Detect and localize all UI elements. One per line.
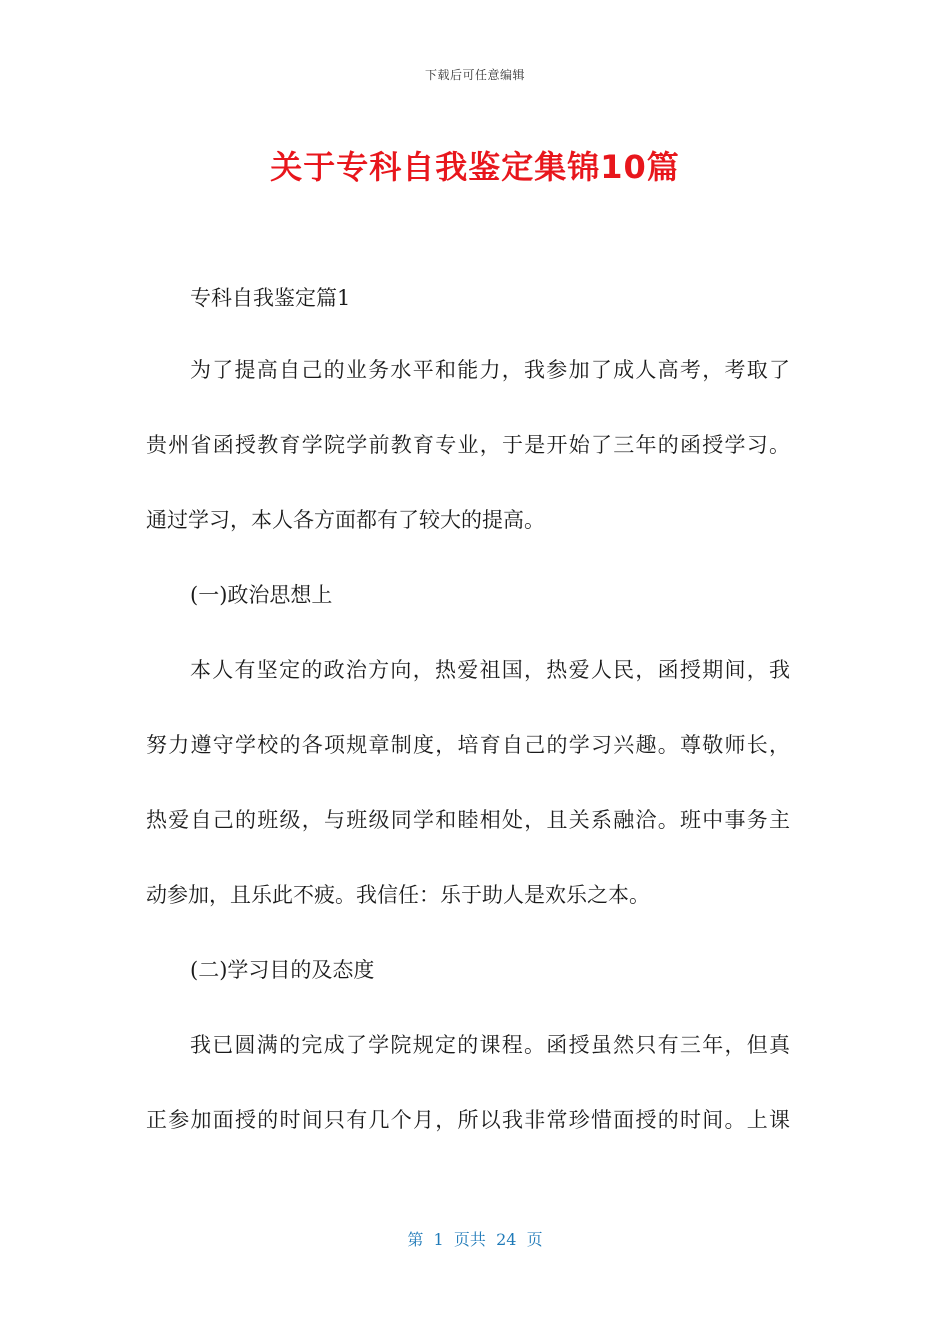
paragraph-line: 动参加，且乐此不疲。我信任：乐于助人是欢乐之本。 bbox=[146, 883, 650, 907]
paragraph-line: 努力遵守学校的各项规章制度，培育自己的学习兴趣。尊敬师长， bbox=[146, 733, 790, 757]
subsection-heading-study: (二)学习目的及态度 bbox=[190, 958, 375, 982]
paragraph-line: 为了提高自己的业务水平和能力，我参加了成人高考，考取了 bbox=[190, 358, 790, 382]
subsection-heading-politics: (一)政治思想上 bbox=[190, 583, 333, 607]
page-header-note: 下载后可任意编辑 bbox=[424, 68, 525, 82]
page-number-footer: 第 1 页共 24 页 bbox=[407, 1230, 543, 1249]
section-heading-1: 专科自我鉴定篇1 bbox=[190, 286, 351, 310]
paragraph-line: 正参加面授的时间只有几个月，所以我非常珍惜面授的时间。上课 bbox=[146, 1108, 790, 1132]
document-title: 关于专科自我鉴定集锦10篇 bbox=[270, 148, 680, 186]
paragraph-line: 我已圆满的完成了学院规定的课程。函授虽然只有三年，但真 bbox=[190, 1033, 790, 1057]
paragraph-line: 热爱自己的班级，与班级同学和睦相处，且关系融洽。班中事务主 bbox=[146, 808, 790, 832]
paragraph-line: 本人有坚定的政治方向，热爱祖国，热爱人民，函授期间，我 bbox=[190, 658, 790, 682]
paragraph-line: 通过学习，本人各方面都有了较大的提高。 bbox=[146, 508, 545, 532]
paragraph-line: 贵州省函授教育学院学前教育专业，于是开始了三年的函授学习。 bbox=[146, 433, 790, 457]
